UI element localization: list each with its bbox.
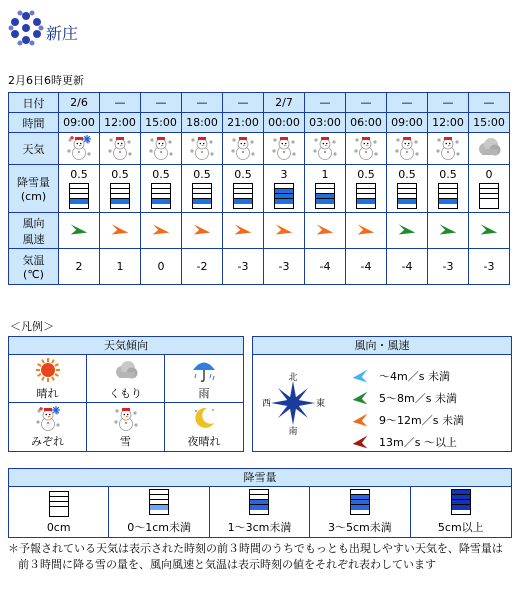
wind-legend-title: 風向・風速 xyxy=(253,337,511,355)
wind-cell xyxy=(428,213,469,249)
wind-legend-item xyxy=(349,411,464,429)
weather-cell xyxy=(264,133,305,165)
snow-legend xyxy=(8,468,512,538)
snow-cell xyxy=(428,165,469,213)
snowman-icon xyxy=(113,405,139,431)
sleet-icon xyxy=(66,134,92,160)
temp-cell: 1 xyxy=(100,249,141,285)
time-cell: 18:00 xyxy=(182,113,223,133)
wind-arrow-icon xyxy=(437,221,459,237)
wind-arrow-icon xyxy=(349,389,371,407)
page-header xyxy=(8,8,78,48)
wind-cell xyxy=(223,213,264,249)
snow-value: 0.5 xyxy=(152,167,170,181)
row-label-time: 時間 xyxy=(9,113,59,133)
weather-cell xyxy=(387,133,428,165)
weather-cell xyxy=(469,133,510,165)
compass-south: 南 xyxy=(288,427,298,435)
snow-gauge-icon xyxy=(315,183,335,209)
date-cell: — xyxy=(100,93,141,113)
temp-cell: -3 xyxy=(428,249,469,285)
snow-gauge-icon xyxy=(356,183,376,209)
weather-legend-label: みぞれ xyxy=(31,435,64,448)
date-cell: 2/7 xyxy=(264,93,305,113)
weather-legend-label: くもり xyxy=(109,386,142,400)
snow-value: 0.5 xyxy=(439,167,457,181)
date-cell: — xyxy=(182,93,223,113)
snow-value: 1 xyxy=(321,167,329,181)
wind-arrow-icon xyxy=(478,221,500,237)
snow-gauge-icon xyxy=(49,491,69,517)
cloud-icon xyxy=(113,357,139,383)
snow-gauge-icon xyxy=(69,183,89,209)
snow-cell xyxy=(305,165,346,213)
snow-value: 0.5 xyxy=(111,167,129,181)
date-cell: — xyxy=(346,93,387,113)
snowman-icon xyxy=(353,134,379,160)
snow-cell xyxy=(469,165,510,213)
temp-cell: 0 xyxy=(141,249,182,285)
snow-value: 3 xyxy=(280,167,288,181)
snow-cell xyxy=(387,165,428,213)
cloud-icon xyxy=(476,134,502,160)
row-label-weather: 天気 xyxy=(9,133,59,165)
snow-cell xyxy=(346,165,387,213)
wind-cell xyxy=(346,213,387,249)
snow-gauge-icon xyxy=(151,183,171,209)
weather-cell xyxy=(182,133,223,165)
weather-cell xyxy=(59,133,100,165)
wind-arrow-icon xyxy=(314,221,336,237)
wind-arrow-icon xyxy=(349,433,371,451)
weather-legend-item xyxy=(9,355,87,403)
date-cell: — xyxy=(428,93,469,113)
snow-gauge-icon xyxy=(451,489,471,515)
weather-legend-label: 晴れ xyxy=(36,386,59,400)
snow-gauge-icon xyxy=(438,183,458,209)
weather-cell xyxy=(223,133,264,165)
weather-legend-item xyxy=(87,355,165,403)
time-cell: 09:00 xyxy=(387,113,428,133)
compass-east: 東 xyxy=(316,399,325,409)
date-cell: — xyxy=(387,93,428,113)
snow-legend-item xyxy=(310,487,410,537)
snow-legend-label: 0cm xyxy=(46,520,71,534)
wind-cell xyxy=(387,213,428,249)
snow-legend-item xyxy=(210,487,310,537)
snow-cell xyxy=(100,165,141,213)
wind-arrow-icon xyxy=(396,221,418,237)
wind-legend-label: 13m／s 〜以上 xyxy=(379,436,457,449)
time-cell: 12:00 xyxy=(100,113,141,133)
weather-legend-item xyxy=(165,403,243,451)
date-cell: — xyxy=(223,93,264,113)
snowman-icon xyxy=(189,134,215,160)
snowman-icon xyxy=(394,134,420,160)
snow-legend-label: 3〜5cm未満 xyxy=(328,521,392,534)
snow-gauge-icon xyxy=(110,183,130,209)
snowman-icon xyxy=(271,134,297,160)
snow-value: 0 xyxy=(485,167,493,181)
legend-title: ＜凡例＞ xyxy=(10,320,54,333)
footnote xyxy=(8,541,516,573)
snowman-icon xyxy=(148,134,174,160)
snow-gauge-icon xyxy=(274,183,294,209)
wind-arrow-icon xyxy=(232,221,254,237)
weather-legend-label: 雪 xyxy=(120,435,131,448)
temp-cell: -4 xyxy=(346,249,387,285)
snow-cell xyxy=(59,165,100,213)
moon-icon xyxy=(191,405,217,431)
snowflake-logo-icon xyxy=(8,10,44,46)
snow-value: 0.5 xyxy=(398,167,416,181)
weather-cell xyxy=(346,133,387,165)
weather-legend-item xyxy=(165,355,243,403)
weather-cell xyxy=(305,133,346,165)
time-cell: 12:00 xyxy=(428,113,469,133)
weather-legend-label: 夜晴れ xyxy=(187,435,221,448)
weather-cell xyxy=(428,133,469,165)
temp-cell: -4 xyxy=(305,249,346,285)
footnote-line-1: ＊予報されている天気は表示された時刻の前３時間のうちでもっとも出現しやすい天気を、降雪量は xyxy=(8,542,503,555)
umbrella-icon xyxy=(191,357,217,383)
wind-legend-item xyxy=(349,367,450,385)
time-cell: 21:00 xyxy=(223,113,264,133)
time-cell: 06:00 xyxy=(346,113,387,133)
row-label-snow: 降雪量 (cm) xyxy=(9,165,59,213)
row-label-wind: 風向 風速 xyxy=(9,213,59,249)
weather-cell xyxy=(100,133,141,165)
wind-cell xyxy=(141,213,182,249)
wind-cell xyxy=(59,213,100,249)
wind-legend-label: 9〜12m／s 未満 xyxy=(379,414,464,427)
snowman-icon xyxy=(107,134,133,160)
wind-arrow-icon xyxy=(109,221,131,237)
snow-legend-item xyxy=(411,487,511,537)
snow-gauge-icon xyxy=(350,489,370,515)
wind-arrow-icon xyxy=(349,411,371,429)
weather-legend-item xyxy=(9,403,87,451)
temp-cell: -4 xyxy=(387,249,428,285)
snow-cell xyxy=(264,165,305,213)
snow-gauge-icon xyxy=(397,183,417,209)
temp-cell: -3 xyxy=(469,249,510,285)
snow-legend-label: 1〜3cm未満 xyxy=(227,521,292,534)
weather-legend xyxy=(8,336,244,452)
snow-cell xyxy=(223,165,264,213)
snowman-icon xyxy=(435,134,461,160)
snow-legend-item xyxy=(109,487,209,537)
snow-legend-label: 0〜1cm未満 xyxy=(127,521,191,534)
row-label-temp: 気温 (℃) xyxy=(9,249,59,285)
snow-gauge-icon xyxy=(479,183,499,209)
time-cell: 09:00 xyxy=(59,113,100,133)
snow-cell xyxy=(182,165,223,213)
weather-legend-item xyxy=(87,403,165,451)
wind-cell xyxy=(182,213,223,249)
wind-arrow-icon xyxy=(68,221,90,237)
snow-legend-label: 5cm以上 xyxy=(437,521,484,534)
wind-legend-label: 5〜8m／s 未満 xyxy=(379,392,457,405)
location-title: 新庄 xyxy=(46,23,79,43)
temp-cell: -3 xyxy=(223,249,264,285)
sun-icon xyxy=(35,357,61,383)
compass-icon xyxy=(261,371,325,435)
compass-west: 西 xyxy=(262,399,272,409)
time-cell: 03:00 xyxy=(305,113,346,133)
wind-legend xyxy=(252,336,512,452)
updated-time: 2月6日6時更新 xyxy=(8,74,84,87)
wind-arrow-icon xyxy=(355,221,377,237)
weather-cell xyxy=(141,133,182,165)
snow-value: 0.5 xyxy=(193,167,211,181)
snow-cell xyxy=(141,165,182,213)
wind-arrow-icon xyxy=(150,221,172,237)
wind-arrow-icon xyxy=(191,221,213,237)
sleet-icon xyxy=(35,405,61,431)
footnote-line-2: 前３時間に降る雪の量を、風向風速と気温は表示時刻の値をそれぞれ表わしています xyxy=(18,558,436,571)
snow-gauge-icon xyxy=(249,489,269,515)
snow-gauge-icon xyxy=(233,183,253,209)
time-cell: 00:00 xyxy=(264,113,305,133)
weather-legend-title: 天気傾向 xyxy=(9,337,243,355)
snow-legend-item xyxy=(9,487,109,537)
wind-legend-item xyxy=(349,433,457,451)
snow-gauge-icon xyxy=(149,489,169,515)
snow-legend-title: 降雪量 xyxy=(9,469,511,487)
date-cell: — xyxy=(305,93,346,113)
snow-value: 0.5 xyxy=(234,167,252,181)
wind-cell xyxy=(305,213,346,249)
time-cell: 15:00 xyxy=(141,113,182,133)
snow-gauge-icon xyxy=(192,183,212,209)
compass-north: 北 xyxy=(288,373,298,383)
snow-value: 0.5 xyxy=(357,167,375,181)
time-cell: 15:00 xyxy=(469,113,510,133)
row-label-date: 日付 xyxy=(9,93,59,113)
snowman-icon xyxy=(230,134,256,160)
wind-cell xyxy=(100,213,141,249)
temp-cell: -2 xyxy=(182,249,223,285)
forecast-table xyxy=(8,92,510,285)
snowman-icon xyxy=(312,134,338,160)
wind-cell xyxy=(469,213,510,249)
wind-legend-label: 〜4m／s 未満 xyxy=(379,370,450,383)
date-cell: 2/6 xyxy=(59,93,100,113)
temp-cell: 2 xyxy=(59,249,100,285)
weather-legend-label: 雨 xyxy=(198,386,210,400)
date-cell: — xyxy=(469,93,510,113)
wind-arrow-icon xyxy=(349,367,371,385)
wind-legend-item xyxy=(349,389,457,407)
wind-arrow-icon xyxy=(273,221,295,237)
wind-cell xyxy=(264,213,305,249)
date-cell: — xyxy=(141,93,182,113)
snow-value: 0.5 xyxy=(70,167,88,181)
temp-cell: -3 xyxy=(264,249,305,285)
